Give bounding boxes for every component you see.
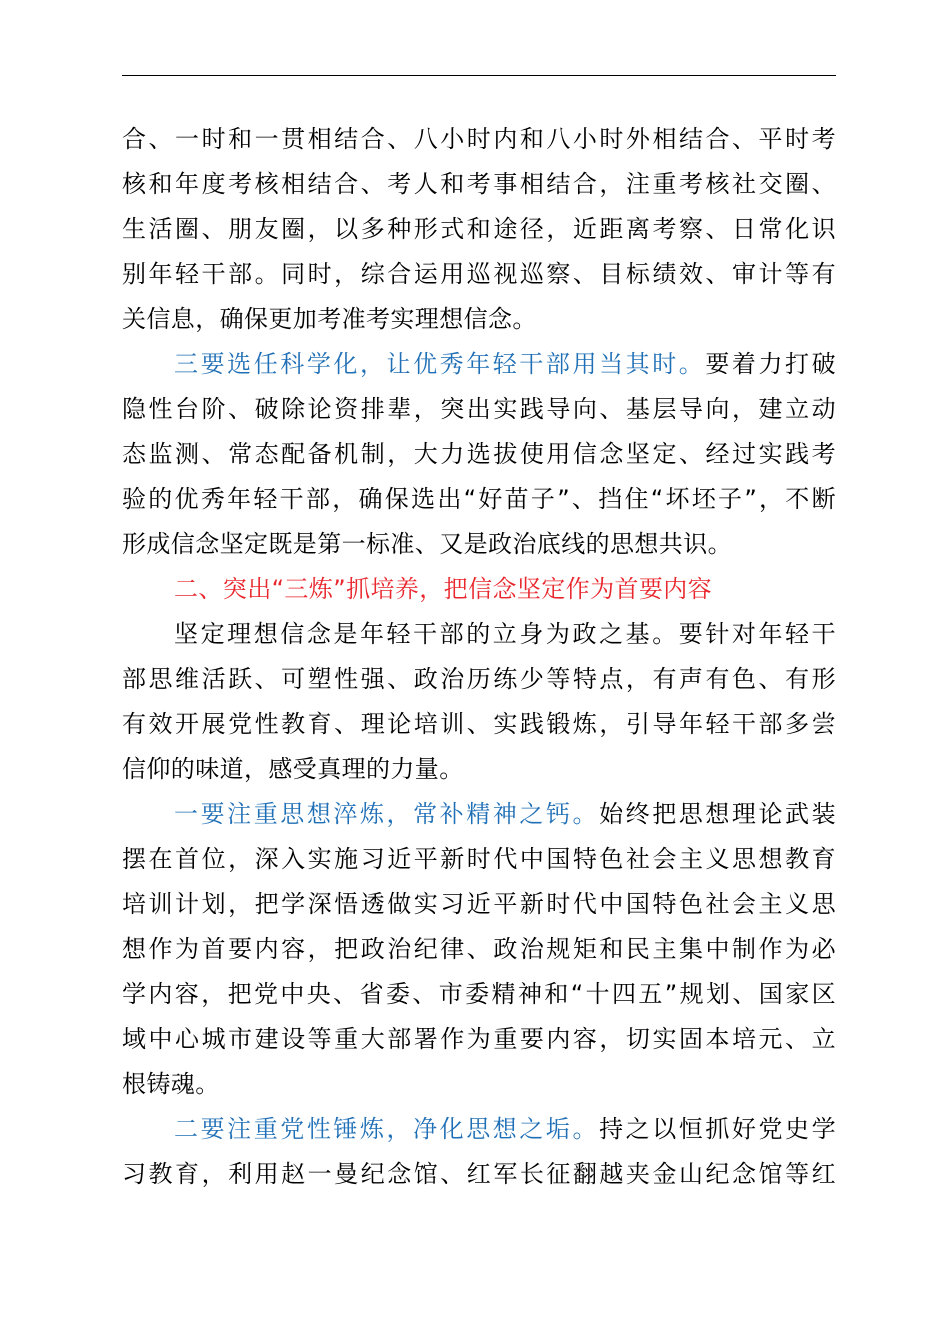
body-line: 隐性台阶、破除论资排辈，突出实践导向、基层导向，建立动	[122, 395, 836, 423]
body-line: 学内容，把党中央、省委、市委精神和“十四五”规划、国家区	[122, 980, 836, 1008]
body-line: 域中心城市建设等重大部署作为重要内容，切实固本培元、立	[122, 1025, 836, 1053]
body-line: 形成信念坚定既是第一标准、又是政治底线的思想共识。	[122, 530, 732, 558]
body-line: 摆在首位，深入实施习近平新时代中国特色社会主义思想教育	[122, 845, 836, 873]
paragraph-start: 二要注重党性锤炼，净化思想之垢。持之以恒抓好党史学	[174, 1115, 836, 1143]
paragraph-start: 三要选任科学化，让优秀年轻干部用当其时。要着力打破	[174, 350, 836, 378]
subheading: 二要注重党性锤炼，净化思想之垢。	[174, 1115, 600, 1143]
header-rule	[122, 75, 836, 76]
body-line: 部思维活跃、可塑性强、政治历练少等特点，有声有色、有形	[122, 665, 836, 693]
body-line: 根铸魂。	[122, 1070, 220, 1098]
paragraph-start: 坚定理想信念是年轻干部的立身为政之基。要针对年轻干	[174, 620, 836, 648]
body-line: 验的优秀年轻干部，确保选出“好苗子”、挡住“坏坯子”，不断	[122, 485, 836, 513]
body-line: 想作为首要内容，把政治纪律、政治规矩和民主集中制作为必	[122, 935, 836, 963]
document-body	[122, 117, 836, 1197]
body-line: 态监测、常态配备机制，大力选拔使用信念坚定、经过实践考	[122, 440, 836, 468]
body-line: 合、一时和一贯相结合、八小时内和八小时外相结合、平时考	[122, 125, 836, 153]
body-line: 有效开展党性教育、理论培训、实践锻炼，引导年轻干部多尝	[122, 710, 836, 738]
subheading: 三要选任科学化，让优秀年轻干部用当其时。	[174, 350, 706, 378]
body-line: 信仰的味道，感受真理的力量。	[122, 755, 464, 783]
paragraph-start: 一要注重思想淬炼，常补精神之钙。始终把思想理论武装	[174, 800, 836, 828]
body-line: 核和年度考核相结合、考人和考事相结合，注重考核社交圈、	[122, 170, 836, 198]
body-line: 生活圈、朋友圈，以多种形式和途径，近距离考察、日常化识	[122, 215, 836, 243]
subheading: 一要注重思想淬炼，常补精神之钙。	[174, 800, 600, 828]
body-line: 培训计划，把学深悟透做实习近平新时代中国特色社会主义思	[122, 890, 836, 918]
section-heading: 二、突出“三炼”抓培养，把信念坚定作为首要内容	[174, 575, 713, 603]
body-line: 习教育，利用赵一曼纪念馆、红军长征翻越夹金山纪念馆等红	[122, 1160, 836, 1188]
body-line: 别年轻干部。同时，综合运用巡视巡察、目标绩效、审计等有	[122, 260, 836, 288]
body-line: 关信息，确保更加考准考实理想信念。	[122, 305, 537, 333]
